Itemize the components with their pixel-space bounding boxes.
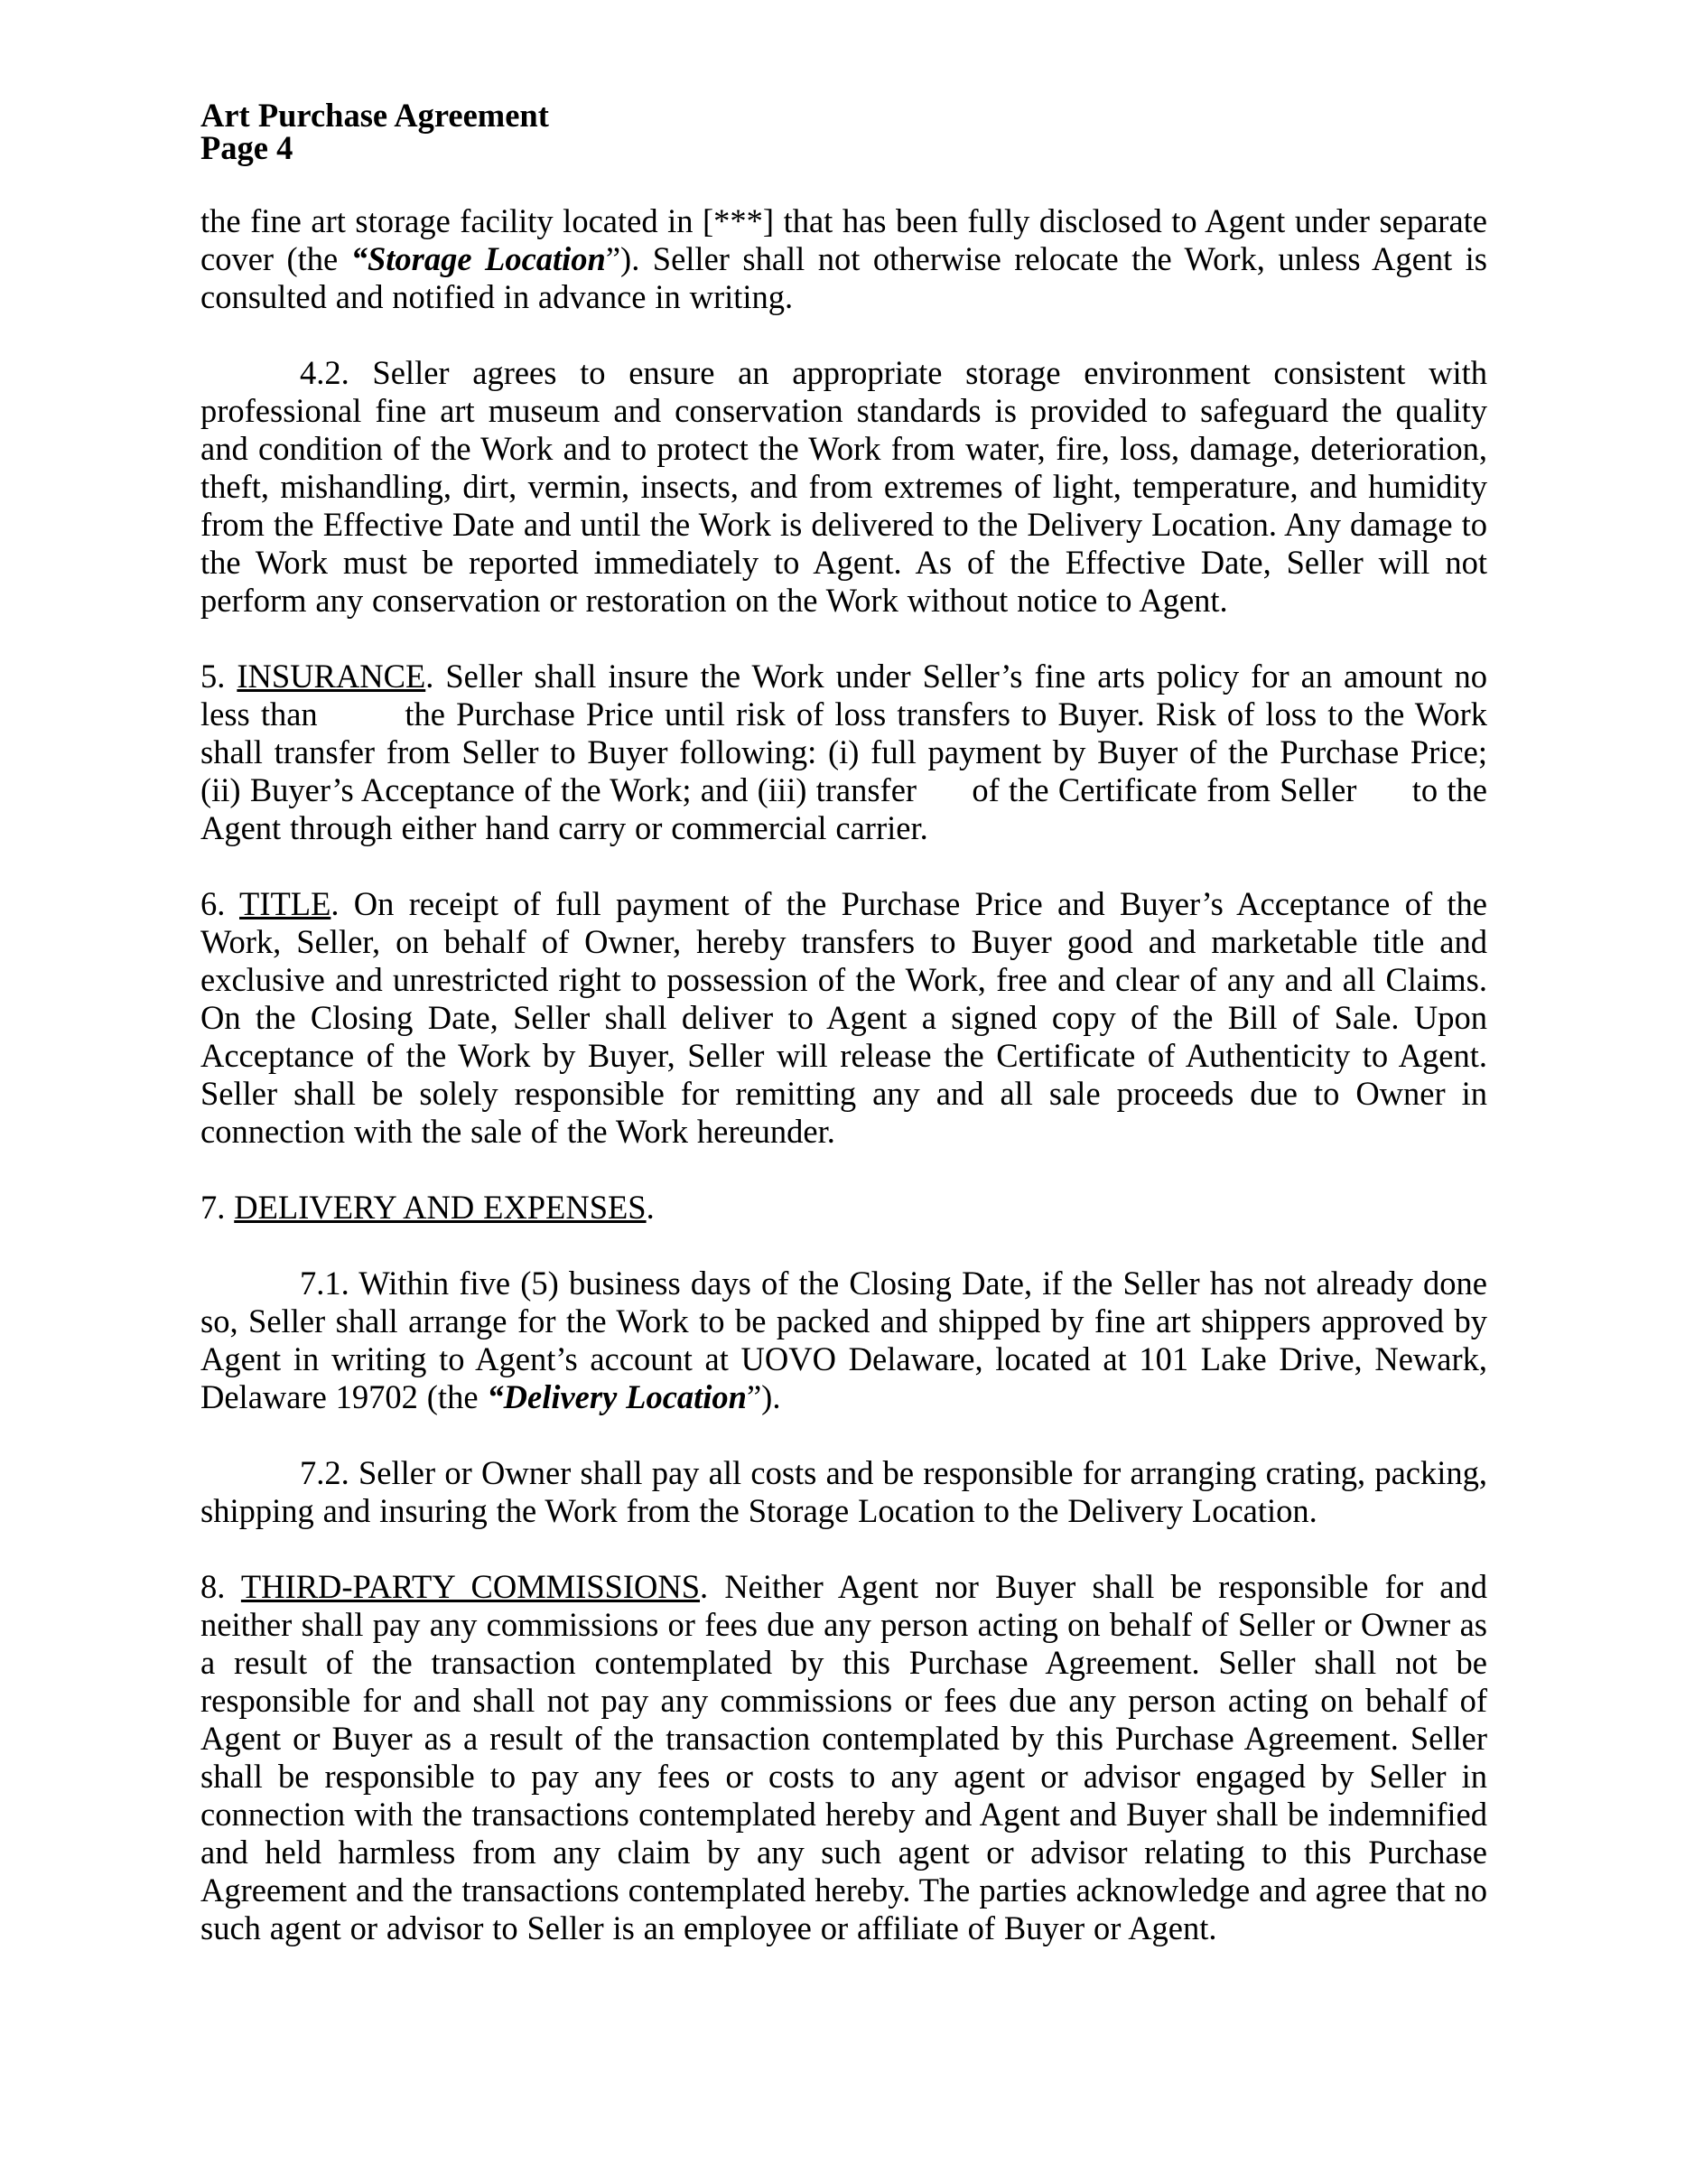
text-run: 6. xyxy=(200,885,240,922)
text-run: 7.2. Seller or Owner shall pay all costs and be responsible for arranging crating, packing, shipping and insuring the Work from the Storage Location to the Delivery Location. xyxy=(200,1454,1487,1529)
paragraph-6-title xyxy=(200,885,1487,1151)
paragraph-4-2-storage-environment xyxy=(200,354,1487,620)
text-run: DELIVERY AND EXPENSES xyxy=(234,1189,647,1226)
paragraph-7-1-shipping xyxy=(200,1265,1487,1416)
text-run: . xyxy=(646,1189,655,1226)
text-run: TITLE xyxy=(239,885,331,922)
text-run: 8. xyxy=(200,1568,241,1605)
text-run: 7.1. Within five (5) business days of the Closing Date, if the Seller has not already done so, Seller shall arrange for the Work to be packed and shipped by fine art shippers approved by Agent in writing to Agent’s account at UOVO Delaware, located at 101 Lake Drive, Newark, Delaware 19702 (the xyxy=(200,1265,1487,1415)
text-run: “Storage Location xyxy=(350,240,606,277)
paragraph-5-insurance xyxy=(200,658,1487,847)
heading-7-delivery-and-expenses xyxy=(200,1189,1487,1227)
paragraph-4-1-continuation xyxy=(200,202,1487,316)
page-number: Page 4 xyxy=(200,129,293,166)
text-run: the fine art storage facility located in [***] that has been fully disclosed to Agent under separate cover (the xyxy=(200,202,1487,277)
paragraph-8-third-party-commissions xyxy=(200,1568,1487,1947)
text-run: . Seller shall insure the Work under Seller’s fine arts policy for an amount no less than the Purchase Price until risk of loss transfers to Buyer. Risk of loss to the Work shall transfer from Seller to Buyer following: (i) full payment by Buyer of the Purchase Price; (ii) Buyer’s Acceptance of the Work; and (iii) transfer of the Certificate from Seller to the Agent through either hand carry or commercial carrier. xyxy=(200,658,1487,846)
document-body xyxy=(200,202,1487,1947)
text-run: THIRD-PARTY COMMISSIONS xyxy=(240,1568,701,1605)
document-title: Art Purchase Agreement xyxy=(200,97,549,134)
text-run: INSURANCE xyxy=(237,658,426,695)
text-run: 7. xyxy=(200,1189,235,1226)
text-run: “Delivery Location xyxy=(487,1378,747,1415)
paragraph-7-2-costs xyxy=(200,1454,1487,1530)
text-run: . Neither Agent nor Buyer shall be responsible for and neither shall pay any commissions or fees due any person acting on behalf of Seller or Owner as a result of the transaction contemplated by this Purchase Agreement. Seller shall not be responsible for and shall not pay any commissions or fees due any person acting on behalf of Agent or Buyer as a result of the transaction contemplated by this Purchase Agreement. Seller shall be responsible to pay any fees or costs to any agent or advisor engaged by Seller in connection with the transactions contemplated hereby and Agent and Buyer shall be indemnified and held harmless from any claim by any such agent or advisor relating to this Purchase Agreement and the transactions contemplated hereby. The parties acknowledge and agree that no such agent or advisor to Seller is an employee or affiliate of Buyer or Agent. xyxy=(200,1568,1488,1946)
text-run: 4.2. Seller agrees to ensure an appropriate storage environment consistent with professional fine art museum and conservation standards is provided to safeguard the quality and condition of the Work and to protect the Work from water, fire, loss, damage, deterioration, theft, mishandling, dirt, vermin, insects, and from extremes of light, temperature, and humidity from the Effective Date and until the Work is delivered to the Delivery Location. Any damage to the Work must be reported immediately to Agent. As of the Effective Date, Seller will not perform any conservation or restoration on the Work without notice to Agent. xyxy=(200,354,1487,619)
text-run: ”). xyxy=(746,1378,781,1415)
text-run: 5. xyxy=(200,658,237,695)
text-run: ”). Seller shall not otherwise relocate the Work, unless Agent is consulted and notified in advance in writing. xyxy=(200,240,1488,315)
text-run: . On receipt of full payment of the Purchase Price and Buyer’s Acceptance of the Work, Seller, on behalf of Owner, hereby transfers to Buyer good and marketable title and exclusive and unrestricted right to possession of the Work, free and clear of any and all Claims. On the Closing Date, Seller shall deliver to Agent a signed copy of the Bill of Sale. Upon Acceptance of the Work by Buyer, Seller will release the Certificate of Authenticity to Agent. Seller shall be solely responsible for remitting any and all sale proceeds due to Owner in connection with the sale of the Work hereunder. xyxy=(200,885,1487,1150)
document-header xyxy=(200,99,1487,164)
